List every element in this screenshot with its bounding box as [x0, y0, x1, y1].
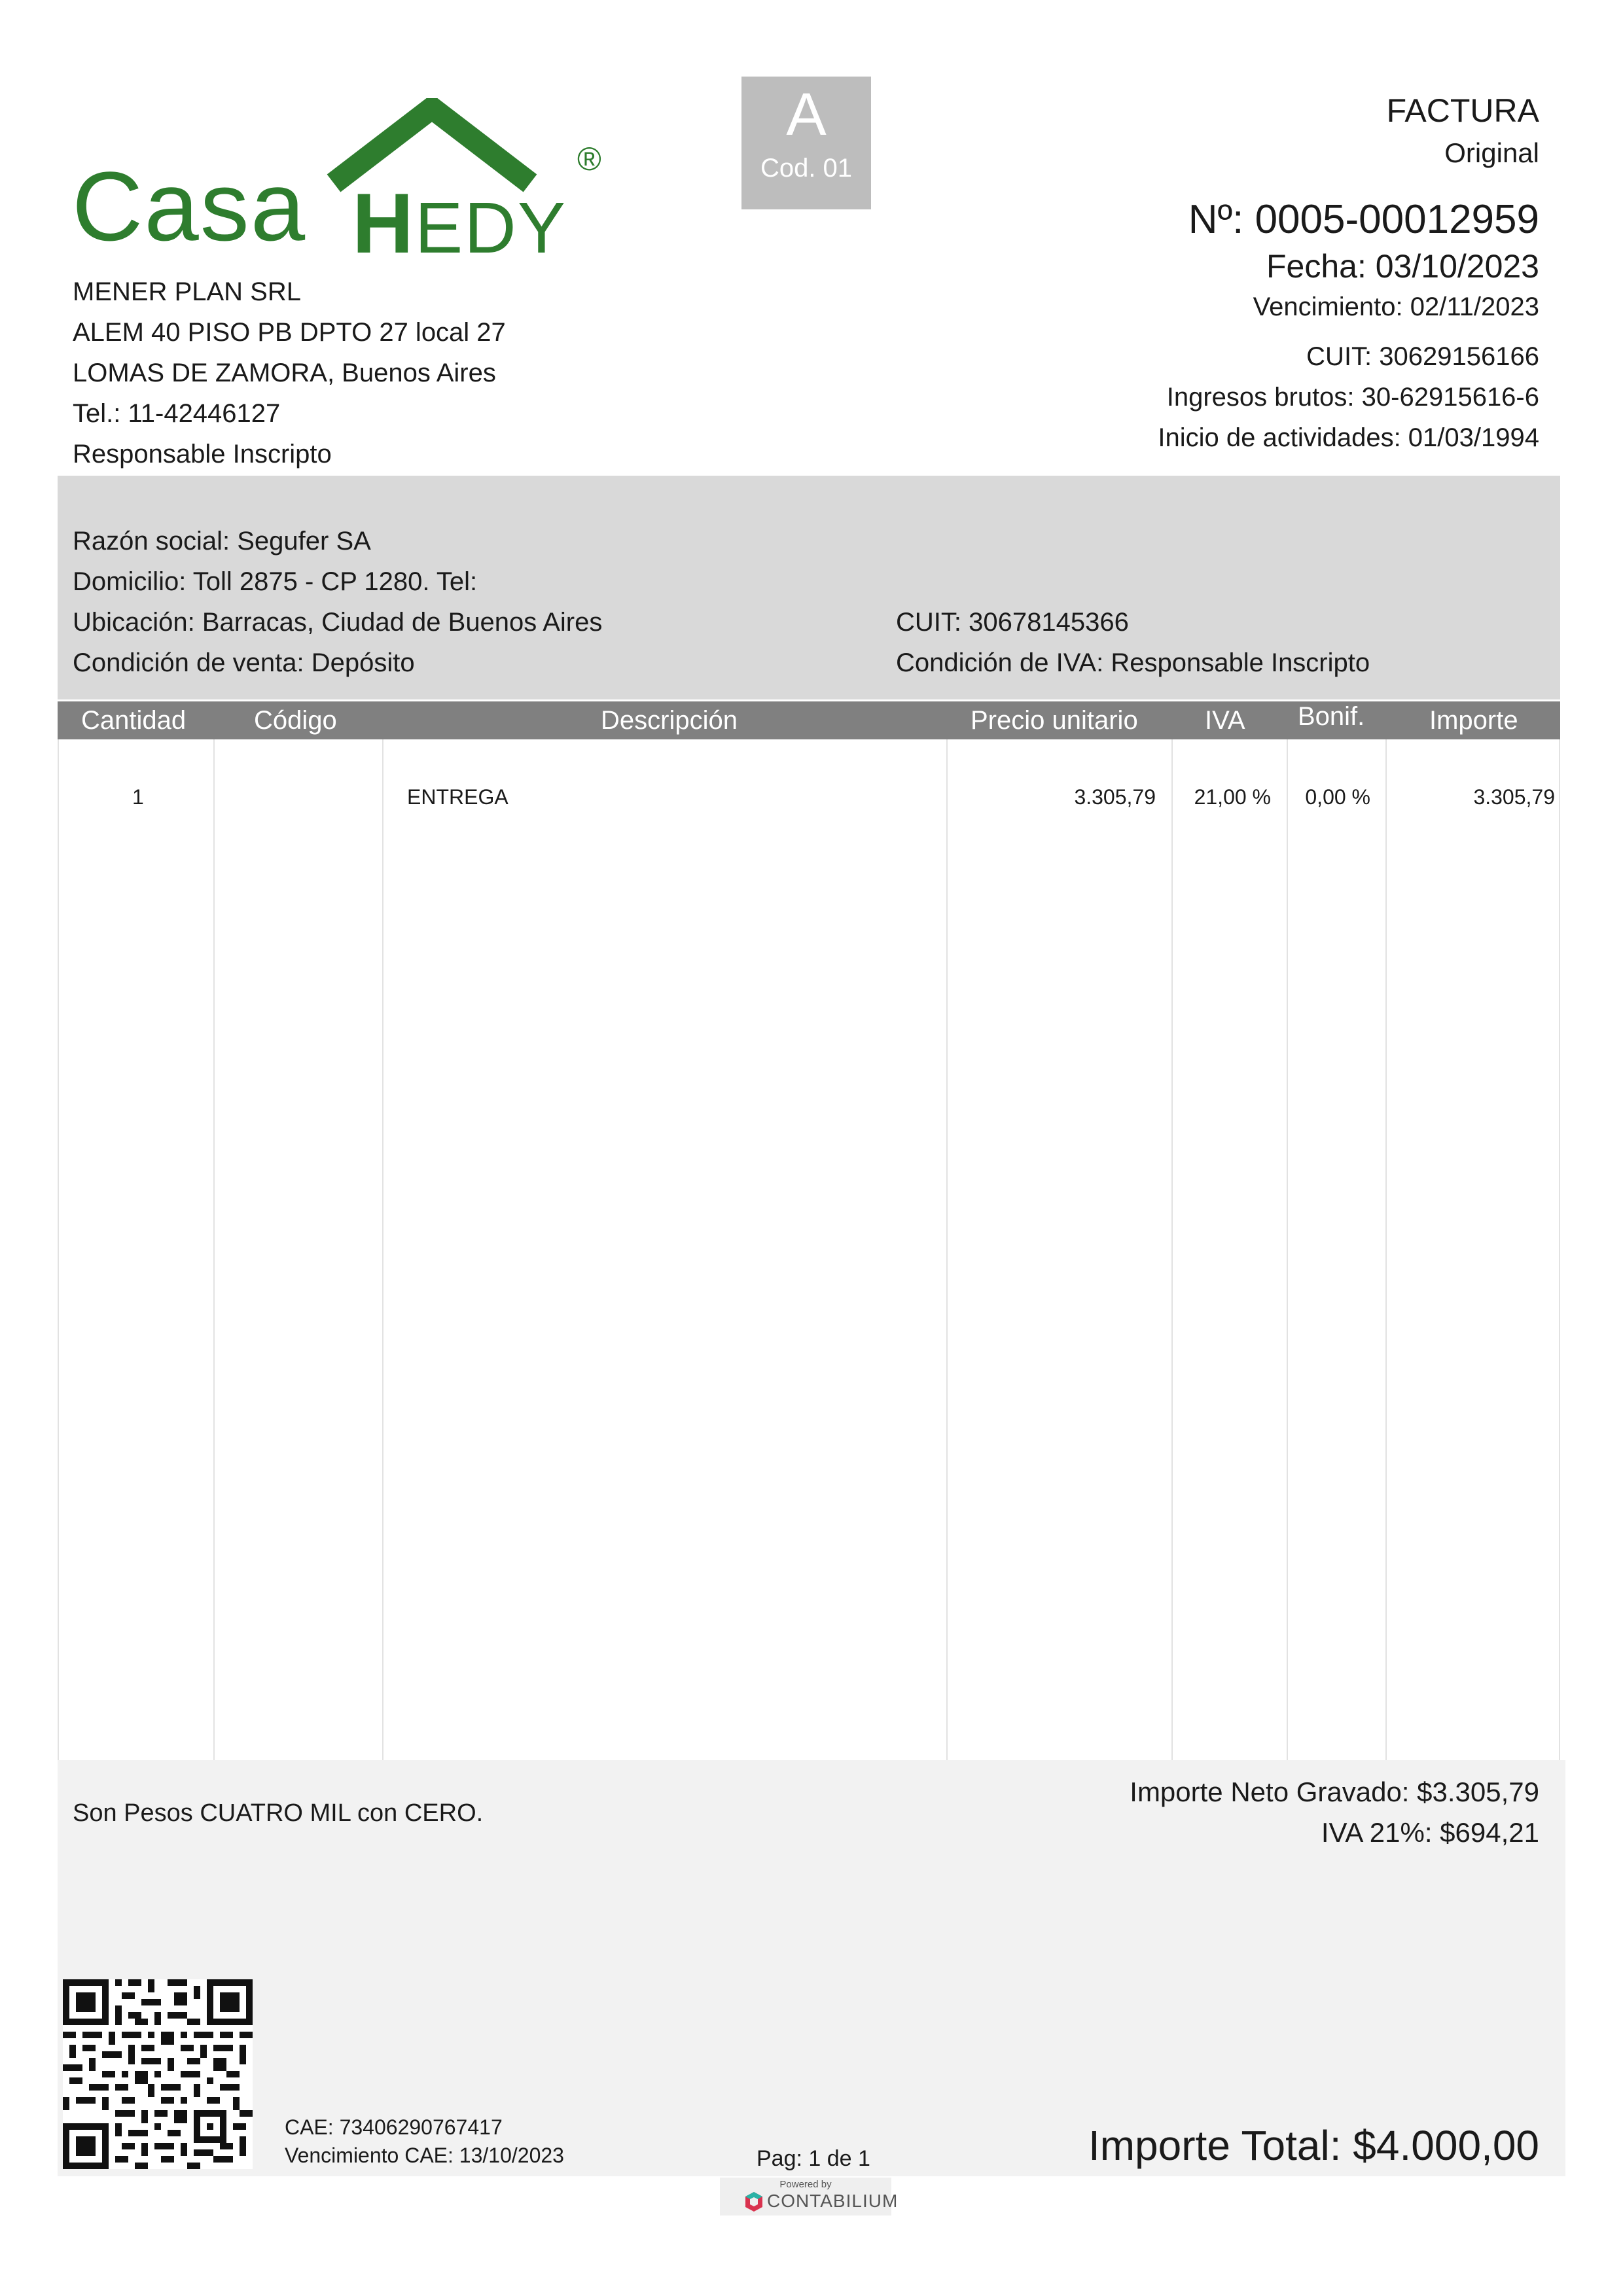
- invoice-letter-box: [741, 77, 871, 209]
- cae-due-date: Vencimiento CAE: 13/10/2023: [285, 2144, 564, 2167]
- column-divider: [946, 739, 948, 1760]
- client-name: Razón social: Segufer SA: [73, 527, 371, 556]
- issuer-address: ALEM 40 PISO PB DPTO 27 local 27: [73, 318, 506, 347]
- column-header-quantity: Cantidad: [81, 706, 187, 735]
- column-header-unit-price: Precio unitario: [971, 706, 1138, 735]
- invoice-code: Cod. 01: [760, 154, 853, 183]
- column-header-code: Código: [254, 706, 337, 735]
- client-info: [58, 476, 1560, 699]
- column-divider: [1385, 739, 1387, 1760]
- document-copy: Original: [1444, 137, 1539, 168]
- client-sale-condition: Condición de venta: Depósito: [73, 648, 415, 677]
- issuer-info: [73, 272, 506, 474]
- issuer-gross-income: Ingresos brutos: 30-62915616-6: [1166, 383, 1539, 412]
- cae-number: CAE: 73406290767417: [285, 2115, 503, 2139]
- page-number: Pag: 1 de 1: [757, 2146, 870, 2171]
- issuer-name: MENER PLAN SRL: [73, 277, 301, 306]
- document-title: FACTURA: [1386, 92, 1539, 129]
- tax-summary: [1130, 1772, 1539, 1853]
- powered-by-brand: CONTABILIUM: [767, 2191, 899, 2211]
- client-cuit: CUIT: 30678145366: [896, 608, 1129, 637]
- cae-info: [285, 2113, 564, 2170]
- grand-total: Importe Total: $4.000,00: [1088, 2122, 1539, 2169]
- logo-word-hedy: [352, 175, 567, 271]
- document-header: [1158, 88, 1539, 458]
- invoice-letter: A: [786, 81, 827, 148]
- totals-section: [58, 1760, 1565, 2176]
- client-vat-condition: Condición de IVA: Responsable Inscripto: [896, 648, 1370, 677]
- vat-amount: IVA 21%: $694,21: [1321, 1817, 1539, 1848]
- cell-vat: 21,00 %: [1194, 785, 1271, 809]
- cell-unit-price: 3.305,79: [1074, 785, 1156, 809]
- column-header-discount: Bonif.: [1298, 702, 1365, 731]
- cell-quantity: 1: [132, 785, 144, 809]
- cell-amount: 3.305,79: [1473, 785, 1555, 809]
- powered-by-label: Powered by: [779, 2179, 832, 2190]
- column-divider: [382, 739, 383, 1760]
- issuer-start-date: Inicio de actividades: 01/03/1994: [1158, 423, 1539, 452]
- registered-mark: ®: [577, 141, 601, 177]
- contabilium-logo-icon: [743, 2191, 764, 2213]
- items-table-body: [58, 739, 1560, 1760]
- items-table-header: [58, 701, 1560, 739]
- invoice-number: Nº: 0005-00012959: [1188, 197, 1539, 242]
- logo-rest: EDY: [414, 188, 567, 268]
- cell-discount: 0,00 %: [1305, 785, 1370, 809]
- logo-word-casa: Casa: [72, 151, 307, 261]
- net-amount: Importe Neto Gravado: $3.305,79: [1130, 1776, 1539, 1807]
- issuer-city: LOMAS DE ZAMORA, Buenos Aires: [73, 359, 496, 387]
- cell-description: ENTREGA: [407, 785, 508, 809]
- qr-code-icon: [63, 1979, 253, 2169]
- column-divider: [1171, 739, 1173, 1760]
- invoice-due-date: Vencimiento: 02/11/2023: [1253, 292, 1539, 321]
- company-logo: [72, 92, 622, 271]
- powered-by-badge: [720, 2178, 899, 2216]
- client-address: Domicilio: Toll 2875 - CP 1280. Tel:: [73, 567, 478, 596]
- issuer-cuit: CUIT: 30629156166: [1306, 342, 1539, 371]
- column-header-amount: Importe: [1429, 706, 1518, 735]
- column-divider: [213, 739, 215, 1760]
- invoice-date: Fecha: 03/10/2023: [1266, 248, 1539, 285]
- column-divider: [1287, 739, 1288, 1760]
- amount-in-words: Son Pesos CUATRO MIL con CERO.: [73, 1799, 484, 1827]
- issuer-phone: Tel.: 11-42446127: [73, 399, 281, 428]
- client-location: Ubicación: Barracas, Ciudad de Buenos Aires: [73, 608, 603, 637]
- logo-initial: H: [352, 175, 415, 271]
- column-header-description: Descripción: [601, 706, 738, 735]
- column-header-vat: IVA: [1205, 706, 1245, 735]
- issuer-tax-condition: Responsable Inscripto: [73, 440, 332, 468]
